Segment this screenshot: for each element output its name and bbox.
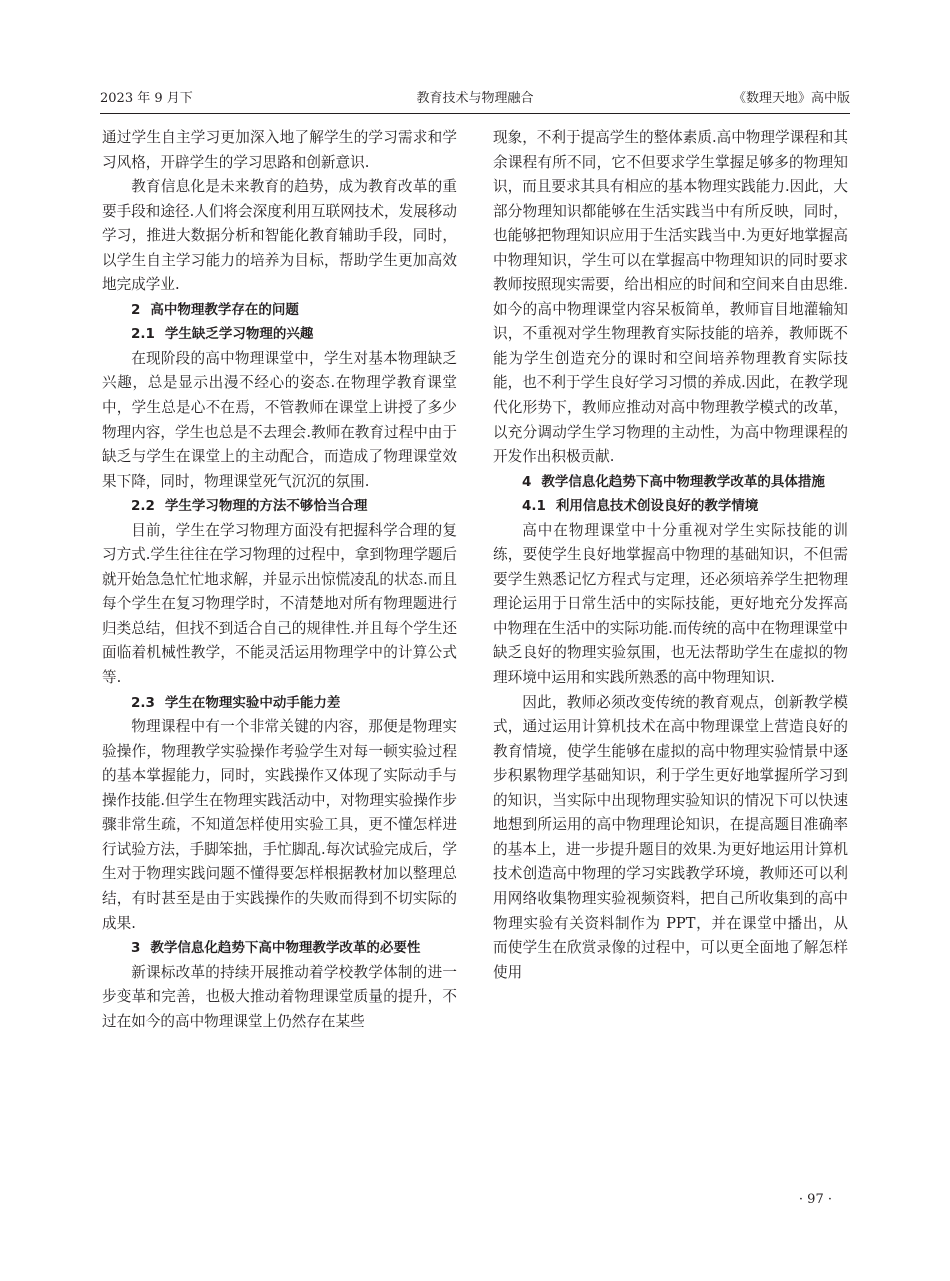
paragraph: 高中在物理课堂中十分重视对学生实际技能的训练，要使学生良好地掌握高中物理的基础知识，不但需要学生熟悉记忆方程式与定理，还必须培养学生把物理理论运用于日常生活中的实际技能，更好地充分发挥高中物理在生活中的实际功能.而传统的高中在物理课堂中缺乏良好的物理实验氛围，也无法帮助学生在虚拟的物理环境中运用和实践所熟悉的高中物理知识. — [493, 521, 848, 687]
paragraph: 目前，学生在学习物理方面没有把握科学合理的复习方式.学生往往在学习物理的过程中，拿到物理学题后就开始急急忙忙地求解，并显示出惊慌凌乱的状态.而且每个学生在复习物理学时，不清楚地对所有物理题进行归类总结，但找不到适合自己的规律性.并且每个学生还面临着机械性教学，不能灵活运用物理学中的计算公式等. — [102, 521, 457, 687]
section-title: 教学信息化趋势下高中物理教学改革的具体措施 — [541, 473, 825, 490]
section-title: 学生学习物理的方法不够恰当合理 — [164, 498, 368, 515]
paragraph: 教育信息化是未来教育的趋势，成为教育改革的重要手段和途径.人们将会深度利用互联网技术，发展移动学习，推进大数据分析和智能化教育辅助手段，同时，以学生自主学习能力的培养为目标，帮助学生更加高效地完成学业. — [102, 178, 457, 294]
section-title: 利用信息技术创设良好的教学情境 — [555, 498, 759, 515]
subsection-heading-2-1 — [102, 322, 457, 347]
section-heading-3 — [102, 936, 457, 961]
paragraph: 现象，不利于提高学生的整体素质.高中物理学课程和其余课程有所不同，它不但要求学生掌握足够多的物理知识，而且要求其具有相应的基本物理实践能力.因此，大部分物理知识都能够在生活实践当中有所反映，同时，也能够把物理知识应用于生活实践当中.为更好地掌握高中物理知识，学生可以在掌握高中物理知识的同时要求教师按照现实需要，给出相应的时间和空间来自由思维.如今的高中物理课堂内容呆板简单，教师盲目地灌输知识，不重视对学生物理教育实际技能的培养，教师既不能为学生创造充分的课时和空间培养物理教育实际技能，也不利于学生良好学习习惯的养成.因此，在教学现代化形势下，教师应推动对高中物理教学模式的改革，以充分调动学生学习物理的主动性，为高中物理课程的开发作出积极贡献. — [493, 129, 848, 466]
paragraph: 物理课程中有一个非常关键的内容，那便是物理实验操作，物理教学实验操作考验学生对每一顿实验过程的基本掌握能力，同时，实践操作又体现了实际动手与操作技能.但学生在物理实践活动中，对物理实验操作步骤非常生疏，不知道怎样使用实验工具，更不懂怎样进行试验方法，手脚笨拙，手忙脚乱.每次试验完成后，学生对于物理实践问题不懂得要怎样根据教材加以整理总结，有时甚至是由于实践操作的失败而得到不切实际的成果. — [102, 718, 457, 932]
paragraph: 因此，教师必须改变传统的教育观点，创新教学模式，通过运用计算机技术在高中物理课堂上营造良好的教育情境，使学生能够在虚拟的高中物理实验情景中逐步积累物理学基础知识，利于学生更好地掌握所学习到的知识，当实际中出现物理实验知识的情况下可以快速地想到所运用的高中物理理论知识，在提高题目准确率的基本上，进一步提升题目的效果.为更好地运用计算机技术创造高中物理的学习实践教学环境，教师还可以利用网络收集物理实验视频资料，把自己所收集到的高中物理实验有关资料制作为 PPT，并在课堂中播出，从而使学生在欣赏录像的过程中，可以更全面地了解怎样使用 — [493, 693, 848, 981]
right-column — [493, 126, 848, 985]
section-number: 3 — [131, 940, 141, 957]
section-number: 2 — [131, 301, 141, 318]
section-title: 学生缺乏学习物理的兴趣 — [164, 326, 314, 343]
paragraph: 通过学生自主学习更加深入地了解学生的学习需求和学习风格，开辟学生的学习思路和创新意识. — [102, 129, 457, 171]
section-heading-4 — [493, 470, 848, 495]
running-header — [100, 88, 850, 110]
header-column-title: 教育技术与物理融合 — [416, 91, 534, 106]
subsection-heading-4-1 — [493, 494, 848, 519]
header-date: 2023 年 9 月下 — [100, 91, 193, 106]
section-number: 2.2 — [131, 498, 155, 515]
page-number: · 97 · — [798, 1192, 832, 1207]
section-number: 2.3 — [131, 694, 155, 711]
subsection-heading-2-2 — [102, 494, 457, 519]
section-title: 学生在物理实验中动手能力差 — [164, 694, 341, 711]
section-title: 教学信息化趋势下高中物理教学改革的必要性 — [150, 940, 421, 957]
section-heading-2 — [102, 298, 457, 323]
section-number: 4 — [522, 473, 532, 490]
section-number: 4.1 — [522, 498, 546, 515]
paragraph: 在现阶段的高中物理课堂中，学生对基本物理缺乏兴趣，总是显示出漫不经心的姿态.在物理学教育课堂中，学生总是心不在焉，不管教师在课堂上讲授了多少物理内容，学生也总是不去理会.教师在教育过程中由于缺乏与学生在课堂上的主动配合，而造成了物理课堂效果下降，同时，物理课堂死气沉沉的氛围. — [102, 349, 457, 490]
paragraph: 新课标改革的持续开展推动着学校教学体制的进一步变革和完善，也极大推动着物理课堂质量的提升，不过在如今的高中物理课堂上仍然存在某些 — [102, 963, 457, 1030]
subsection-heading-2-3 — [102, 691, 457, 716]
section-number: 2.1 — [131, 326, 155, 343]
left-column — [102, 126, 457, 1034]
header-rule — [100, 113, 850, 114]
header-journal-name: 《数理天地》高中版 — [732, 91, 850, 106]
section-title: 高中物理教学存在的问题 — [150, 301, 299, 318]
